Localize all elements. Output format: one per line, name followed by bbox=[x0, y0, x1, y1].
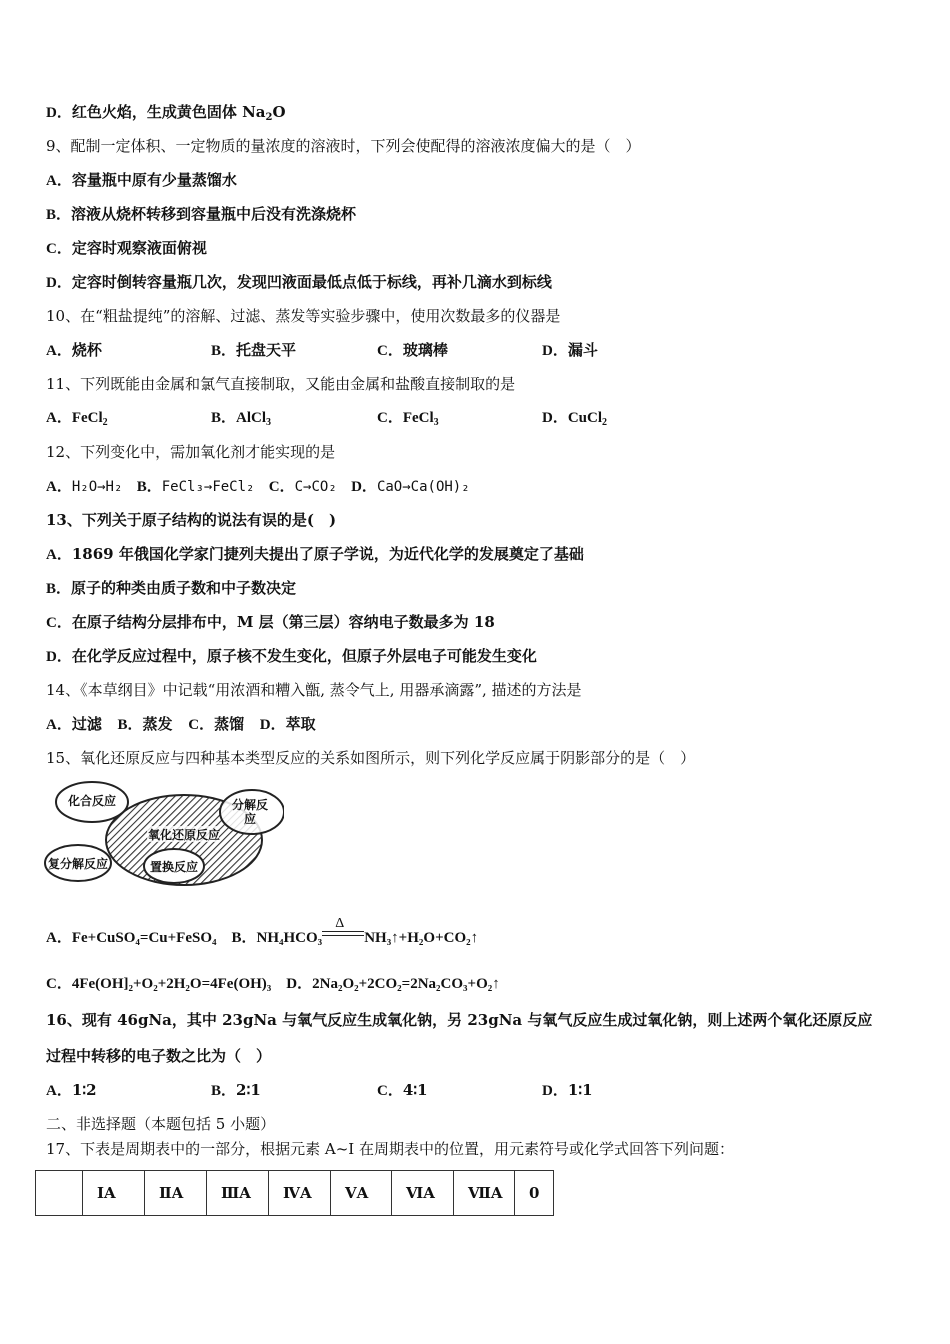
table-header-row bbox=[36, 1171, 554, 1216]
q13-option-d bbox=[46, 646, 537, 667]
subscript: 3 bbox=[433, 417, 439, 428]
q16-option-a bbox=[46, 1080, 97, 1101]
q11-option-a bbox=[46, 408, 108, 428]
option-label: A． bbox=[46, 173, 72, 189]
table-header-ia: ⅠA bbox=[83, 1171, 145, 1216]
option-label-a: A． bbox=[46, 717, 72, 733]
q16-stem-line2: 过程中转移的电子数之比为（ ） bbox=[46, 1047, 272, 1065]
option-label-a: A． bbox=[46, 479, 72, 495]
q13-stem: 13、下列关于原子结构的说法有误的是( ) bbox=[46, 511, 337, 529]
option-label-b: B． bbox=[231, 930, 257, 946]
q10-option-c bbox=[377, 340, 448, 361]
section-heading: 二、非选择题（本题包括 5 小题） bbox=[46, 1115, 276, 1133]
q13-option-c bbox=[46, 612, 495, 633]
option-text: 定容时倒转容量瓶几次，发现凹液面最低点低于标线，再补几滴水到标线 bbox=[71, 273, 552, 291]
option-text-d: CaO→Ca(OH)₂ bbox=[376, 479, 470, 495]
option-text: 4∶1 bbox=[402, 1081, 428, 1099]
q17-stem: 17、下表是周期表中的一部分，根据元素 A~I 在周期表中的位置，用元素符号或化学式回答下列问题： bbox=[46, 1140, 734, 1158]
option-label-d: D． bbox=[351, 479, 377, 495]
formula: FeCl bbox=[402, 410, 434, 426]
option-label: A． bbox=[46, 343, 72, 359]
option-label: B． bbox=[46, 207, 72, 223]
option-label: C． bbox=[377, 410, 403, 426]
label-combination: 化合反应 bbox=[68, 794, 117, 808]
option-label: D． bbox=[542, 1083, 568, 1099]
q16-option-d bbox=[542, 1080, 593, 1101]
label-redox: 氧化还原反应 bbox=[148, 828, 221, 842]
q9-stem: 9、配制一定体积、一定物质的量浓度的溶液时，下列会使配得的溶液浓度偏大的是（ ） bbox=[46, 137, 641, 155]
subscript: 2 bbox=[102, 417, 108, 428]
equation-b-reactant: NH₄HCO₃ bbox=[256, 930, 323, 946]
option-text: 1∶1 bbox=[567, 1081, 593, 1099]
subscript: 3 bbox=[266, 417, 272, 428]
option-label-b: B． bbox=[117, 717, 143, 733]
option-label: B． bbox=[211, 1083, 237, 1099]
option-text-tail: O bbox=[272, 103, 286, 121]
q16-stem-line1: 16、现有 46gNa，其中 23gNa 与氧气反应生成氧化钠，另 23gNa 与氧气反应生成过氧化钠，则上述两个氧化还原反应 bbox=[46, 1011, 873, 1029]
option-label-c: C． bbox=[188, 717, 215, 733]
option-text: 在化学反应过程中，原子核不发生变化，但原子外层电子可能发生变化 bbox=[71, 647, 537, 665]
option-text-d: 萃取 bbox=[285, 715, 316, 733]
equation-c: 4Fe(OH]₂+O₂+2H₂O=4Fe(OH)₃ bbox=[71, 976, 272, 992]
table-header-via: ⅥA bbox=[392, 1171, 454, 1216]
q11-stem: 11、下列既能由金属和氯气直接制取，又能由金属和盐酸直接制取的是 bbox=[46, 375, 516, 393]
q11-option-c bbox=[377, 408, 439, 428]
option-label: D． bbox=[542, 343, 568, 359]
option-label-c: C． bbox=[268, 479, 295, 495]
option-text: 托盘天平 bbox=[236, 341, 297, 359]
heating-condition bbox=[322, 916, 364, 948]
option-label: A． bbox=[46, 1083, 72, 1099]
q16-option-c bbox=[377, 1080, 428, 1101]
option-text-a: 过滤 bbox=[71, 715, 102, 733]
q15-options-ab bbox=[46, 916, 479, 948]
option-text: 2∶1 bbox=[236, 1081, 261, 1099]
q14-options bbox=[46, 714, 316, 735]
option-label: D． bbox=[46, 649, 72, 665]
option-text-b: 蒸发 bbox=[142, 715, 173, 733]
table-header-iiia: ⅢA bbox=[207, 1171, 269, 1216]
subscript: 2 bbox=[265, 112, 273, 123]
q9-option-d bbox=[46, 272, 552, 293]
option-label: B． bbox=[211, 343, 237, 359]
option-text: 在原子结构分层排布中，M 层（第三层）容纳电子数最多为 18 bbox=[71, 613, 495, 631]
q13-option-b bbox=[46, 578, 296, 599]
delta-icon: Δ bbox=[335, 916, 345, 931]
option-label-b: B． bbox=[136, 479, 162, 495]
option-label: D． bbox=[46, 105, 72, 121]
option-text-a: H₂O→H₂ bbox=[71, 479, 123, 495]
q9-option-b bbox=[46, 204, 356, 225]
option-label: D． bbox=[46, 275, 72, 291]
option-label: B． bbox=[211, 410, 237, 426]
option-label: B． bbox=[46, 581, 72, 597]
option-text-c: C→CO₂ bbox=[294, 479, 337, 495]
option-text: 漏斗 bbox=[567, 341, 598, 359]
table-header-0: 0 bbox=[515, 1171, 554, 1216]
option-label: C． bbox=[377, 1083, 403, 1099]
equation-d: 2Na₂O₂+2CO₂=2Na₂CO₃+O₂↑ bbox=[312, 976, 500, 992]
q10-stem: 10、在“粗盐提纯”的溶解、过滤、蒸发等实验步骤中，使用次数最多的仪器是 bbox=[46, 307, 561, 325]
label-double-decomposition: 复分解反应 bbox=[48, 857, 109, 871]
q11-option-d bbox=[542, 408, 607, 428]
label-decomposition: 分解反应 bbox=[232, 798, 269, 826]
q10-option-b bbox=[211, 340, 296, 361]
q9-option-c bbox=[46, 238, 207, 259]
option-text: 1869 年俄国化学家门捷列夫提出了原子学说，为近代化学的发展奠定了基础 bbox=[71, 545, 584, 563]
q14-stem: 14、《本草纲目》中记载“用浓酒和糟入甑, 蒸令气上, 用器承滴露”, 描述的方法是 bbox=[46, 681, 582, 699]
option-text-c: 蒸馏 bbox=[214, 715, 245, 733]
formula: FeCl bbox=[71, 410, 103, 426]
option-label-d: D． bbox=[259, 717, 286, 733]
option-label: C． bbox=[46, 241, 72, 257]
q12-stem: 12、下列变化中，需加氧化剂才能实现的是 bbox=[46, 443, 336, 461]
option-label: A． bbox=[46, 410, 72, 426]
q16-option-b bbox=[211, 1080, 261, 1101]
table-cell-empty bbox=[36, 1171, 83, 1216]
q10-option-d bbox=[542, 340, 598, 361]
option-text: 溶液从烧杯转移到容量瓶中后没有洗涤烧杯 bbox=[71, 205, 357, 223]
equation-a: Fe+CuSO₄=Cu+FeSO₄ bbox=[71, 930, 217, 946]
q12-options bbox=[46, 476, 470, 497]
option-label: C． bbox=[46, 615, 72, 631]
option-label-d: D． bbox=[286, 976, 313, 992]
option-text: 玻璃棒 bbox=[402, 341, 448, 359]
q11-option-b bbox=[211, 408, 271, 428]
option-label: D． bbox=[542, 410, 568, 426]
option-text: 容量瓶中原有少量蒸馏水 bbox=[71, 171, 237, 189]
option-text-b: FeCl₃→FeCl₂ bbox=[161, 479, 255, 495]
label-displacement: 置换反应 bbox=[150, 860, 199, 874]
option-label-a: A． bbox=[46, 930, 72, 946]
table-header-iva: ⅣA bbox=[269, 1171, 331, 1216]
q13-option-a bbox=[46, 544, 584, 565]
periodic-table-fragment bbox=[35, 1170, 554, 1216]
option-label: C． bbox=[377, 343, 403, 359]
table-header-iia: ⅡA bbox=[145, 1171, 207, 1216]
option-text: 定容时观察液面俯视 bbox=[71, 239, 207, 257]
formula: AlCl bbox=[236, 410, 267, 426]
option-text: 1∶2 bbox=[71, 1081, 97, 1099]
option-label-c: C． bbox=[46, 976, 72, 992]
redox-venn-diagram bbox=[44, 778, 284, 888]
subscript: 2 bbox=[602, 417, 608, 428]
table-header-va: ⅤA bbox=[331, 1171, 392, 1216]
equation-b-products: NH₃↑+H₂O+CO₂↑ bbox=[364, 930, 479, 946]
q10-option-a bbox=[46, 340, 102, 361]
q15-stem: 15、氧化还原反应与四种基本类型反应的关系如图所示，则下列化学反应属于阴影部分的是（ ） bbox=[46, 749, 696, 767]
q9-option-a bbox=[46, 170, 237, 191]
table-header-viia: ⅦA bbox=[454, 1171, 515, 1216]
q15-options-cd bbox=[46, 974, 500, 994]
formula: CuCl bbox=[567, 410, 603, 426]
option-text: 红色火焰，生成黄色固体 Na bbox=[71, 103, 266, 121]
option-text: 原子的种类由质子数和中子数决定 bbox=[71, 579, 297, 597]
option-label: A． bbox=[46, 547, 72, 563]
option-text: 烧杯 bbox=[71, 341, 102, 359]
q8-option-d bbox=[46, 102, 286, 123]
